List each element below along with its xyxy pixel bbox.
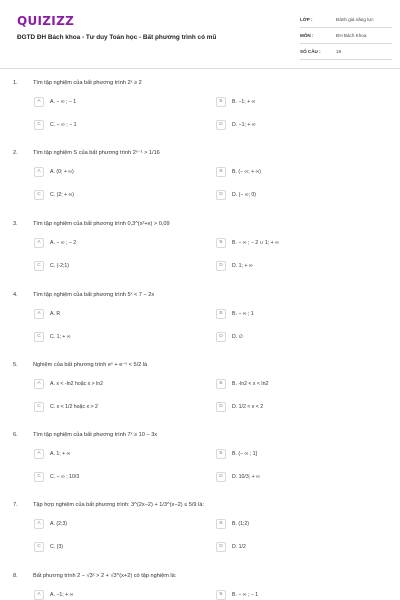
question-6 xyxy=(0,432,400,502)
option-a[interactable] xyxy=(34,519,184,531)
option-letter-box: B xyxy=(216,167,226,177)
option-letter-box: C xyxy=(34,402,44,412)
option-text: A. − ∞ ; − 2 xyxy=(50,240,77,246)
option-text: C. (3) xyxy=(50,544,63,550)
option-a[interactable] xyxy=(34,379,184,391)
question-number: 2. xyxy=(13,150,18,156)
option-b[interactable] xyxy=(216,167,366,179)
question-number: 7. xyxy=(13,502,18,508)
option-letter-box: C xyxy=(34,120,44,130)
option-a[interactable] xyxy=(34,167,184,179)
option-letter-box: D xyxy=(216,261,226,271)
option-text: D. 1; + ∞ xyxy=(232,263,253,269)
option-letter-box: B xyxy=(216,238,226,248)
option-d[interactable] xyxy=(216,190,366,202)
option-d[interactable] xyxy=(216,261,366,273)
option-text: A. (0; + ∞) xyxy=(50,169,74,175)
option-letter-box: B xyxy=(216,379,226,389)
question-7 xyxy=(0,502,400,572)
meta-row-count xyxy=(300,47,392,60)
option-c[interactable] xyxy=(34,190,184,202)
question-text: Tìm tập nghiệm của bất phương trình 0,3^(x²+x) > 0,09 xyxy=(33,221,170,227)
option-a[interactable] xyxy=(34,309,184,321)
option-letter-box: B xyxy=(216,449,226,459)
option-c[interactable] xyxy=(34,472,184,484)
option-b[interactable] xyxy=(216,238,366,250)
option-letter-box: A xyxy=(34,167,44,177)
question-2 xyxy=(0,150,400,220)
option-b[interactable] xyxy=(216,590,366,600)
option-letter-box: D xyxy=(216,332,226,342)
question-number: 6. xyxy=(13,432,18,438)
question-number: 3. xyxy=(13,221,18,227)
question-5 xyxy=(0,362,400,432)
option-a[interactable] xyxy=(34,238,184,250)
option-letter-box: A xyxy=(34,238,44,248)
option-a[interactable] xyxy=(34,97,184,109)
option-letter-box: A xyxy=(34,449,44,459)
option-text: D. 1/2 < x < 2 xyxy=(232,404,264,410)
option-letter-box: D xyxy=(216,190,226,200)
option-text: A. −1; + ∞ xyxy=(50,592,74,598)
question-4 xyxy=(0,292,400,362)
option-letter-box: D xyxy=(216,542,226,552)
option-letter-box: B xyxy=(216,590,226,600)
option-letter-box: D xyxy=(216,402,226,412)
option-b[interactable] xyxy=(216,379,366,391)
option-text: D. 10/3; + ∞ xyxy=(232,474,260,480)
option-c[interactable] xyxy=(34,402,184,414)
option-text: D. (− ∞; 0) xyxy=(232,192,257,198)
option-text: A. 1; + ∞ xyxy=(50,451,71,457)
option-d[interactable] xyxy=(216,542,366,554)
option-text: B. (− ∞ ; 1] xyxy=(232,451,257,457)
option-letter-box: A xyxy=(34,519,44,529)
option-text: A. (2;3) xyxy=(50,521,68,527)
option-letter-box: C xyxy=(34,542,44,552)
meta-row-subject xyxy=(300,31,392,44)
option-d[interactable] xyxy=(216,120,366,132)
option-text: A. x < -ln2 hoặc x > ln2 xyxy=(50,381,104,387)
option-letter-box: C xyxy=(34,472,44,482)
meta-value: ĐH Bách Khoa xyxy=(336,33,367,38)
option-b[interactable] xyxy=(216,449,366,461)
quizizz-logo: QUIZIZZ xyxy=(17,14,75,28)
option-d[interactable] xyxy=(216,332,366,344)
option-text: C. 1; + ∞ xyxy=(50,334,71,340)
meta-key: SỐ CÂU : xyxy=(300,49,321,54)
option-letter-box: C xyxy=(34,190,44,200)
option-c[interactable] xyxy=(34,332,184,344)
meta-row-class xyxy=(300,15,392,28)
option-letter-box: D xyxy=(216,472,226,482)
option-letter-box: B xyxy=(216,519,226,529)
option-letter-box: A xyxy=(34,97,44,107)
option-text: D. −1; + ∞ xyxy=(232,122,256,128)
option-letter-box: B xyxy=(216,309,226,319)
option-text: C. x < 1/2 hoặc x > 2 xyxy=(50,404,98,410)
option-d[interactable] xyxy=(216,472,366,484)
question-number: 1. xyxy=(13,80,18,86)
option-text: D. ∅ xyxy=(232,334,244,340)
option-text: B. -ln2 < x < ln2 xyxy=(232,381,269,387)
question-number: 8. xyxy=(13,573,18,579)
option-text: B. (− ∞; + ∞) xyxy=(232,169,262,175)
question-text: Bất phương trình 2 − √3ˣ > 2 + √3^(x+2) có tập nghiệm là: xyxy=(33,573,177,579)
question-text: Tìm tập nghiệm S của bất phương trình 2ˣ⁻¹ > 1/16 xyxy=(33,150,160,156)
option-text: A. − ∞ ; − 1 xyxy=(50,99,77,105)
option-letter-box: A xyxy=(34,309,44,319)
option-c[interactable] xyxy=(34,261,184,273)
option-text: C. (-2;1) xyxy=(50,263,70,269)
option-b[interactable] xyxy=(216,519,366,531)
option-b[interactable] xyxy=(216,97,366,109)
question-text: Nghiệm của bất phương trình eˣ + e⁻ˣ < 5/2 là xyxy=(33,362,148,368)
meta-value: Đánh giá năng lực xyxy=(336,17,374,22)
option-text: D. 1/2 xyxy=(232,544,246,550)
option-letter-box: A xyxy=(34,379,44,389)
meta-key: LỚP : xyxy=(300,17,313,22)
option-letter-box: B xyxy=(216,97,226,107)
header-divider xyxy=(0,68,400,69)
option-c[interactable] xyxy=(34,542,184,554)
meta-table xyxy=(300,15,392,60)
option-text: C. (2; + ∞) xyxy=(50,192,75,198)
option-c[interactable] xyxy=(34,120,184,132)
option-text: B. − ∞ ; − 2 ∪ 1; + ∞ xyxy=(232,240,279,246)
option-text: B. − ∞ ; 1 xyxy=(232,311,254,317)
document-title: ĐGTD ĐH Bách khoa - Tư duy Toán học - Bất phương trình có mũ xyxy=(17,34,217,41)
option-letter-box: C xyxy=(34,261,44,271)
option-b[interactable] xyxy=(216,309,366,321)
question-1 xyxy=(0,80,400,150)
option-a[interactable] xyxy=(34,590,184,600)
question-number: 4. xyxy=(13,292,18,298)
question-8 xyxy=(0,573,400,600)
option-letter-box: A xyxy=(34,590,44,600)
option-text: B. −1; + ∞ xyxy=(232,99,256,105)
question-number: 5. xyxy=(13,362,18,368)
option-text: C. − ∞ ; − 1 xyxy=(50,122,77,128)
option-a[interactable] xyxy=(34,449,184,461)
question-3 xyxy=(0,221,400,291)
option-d[interactable] xyxy=(216,402,366,414)
question-text: Tìm tập nghiệm của bất phương trình 2ˣ ≥ 2 xyxy=(33,80,142,86)
meta-value: 19 xyxy=(336,49,342,54)
document-header xyxy=(0,0,400,64)
question-text: Tìm tập nghiệm của bất phương trình 7ˣ ≥ 10 − 3x xyxy=(33,432,158,438)
question-text: Tìm tập nghiệm của bất phương trình 5ˣ < 7 − 2x xyxy=(33,292,155,298)
option-text: B. − ∞ ; − 1 xyxy=(232,592,259,598)
question-text: Tập hợp nghiệm của bất phương trình: 3^(2x−2) + 1/3^(x−2) ≤ 5/9 là: xyxy=(33,502,204,508)
option-text: B. (1;2) xyxy=(232,521,250,527)
option-text: A. R xyxy=(50,311,61,317)
option-text: C. − ∞ ; 10/3 xyxy=(50,474,80,480)
option-letter-box: D xyxy=(216,120,226,130)
meta-key: MÔN : xyxy=(300,33,314,38)
option-letter-box: C xyxy=(34,332,44,342)
